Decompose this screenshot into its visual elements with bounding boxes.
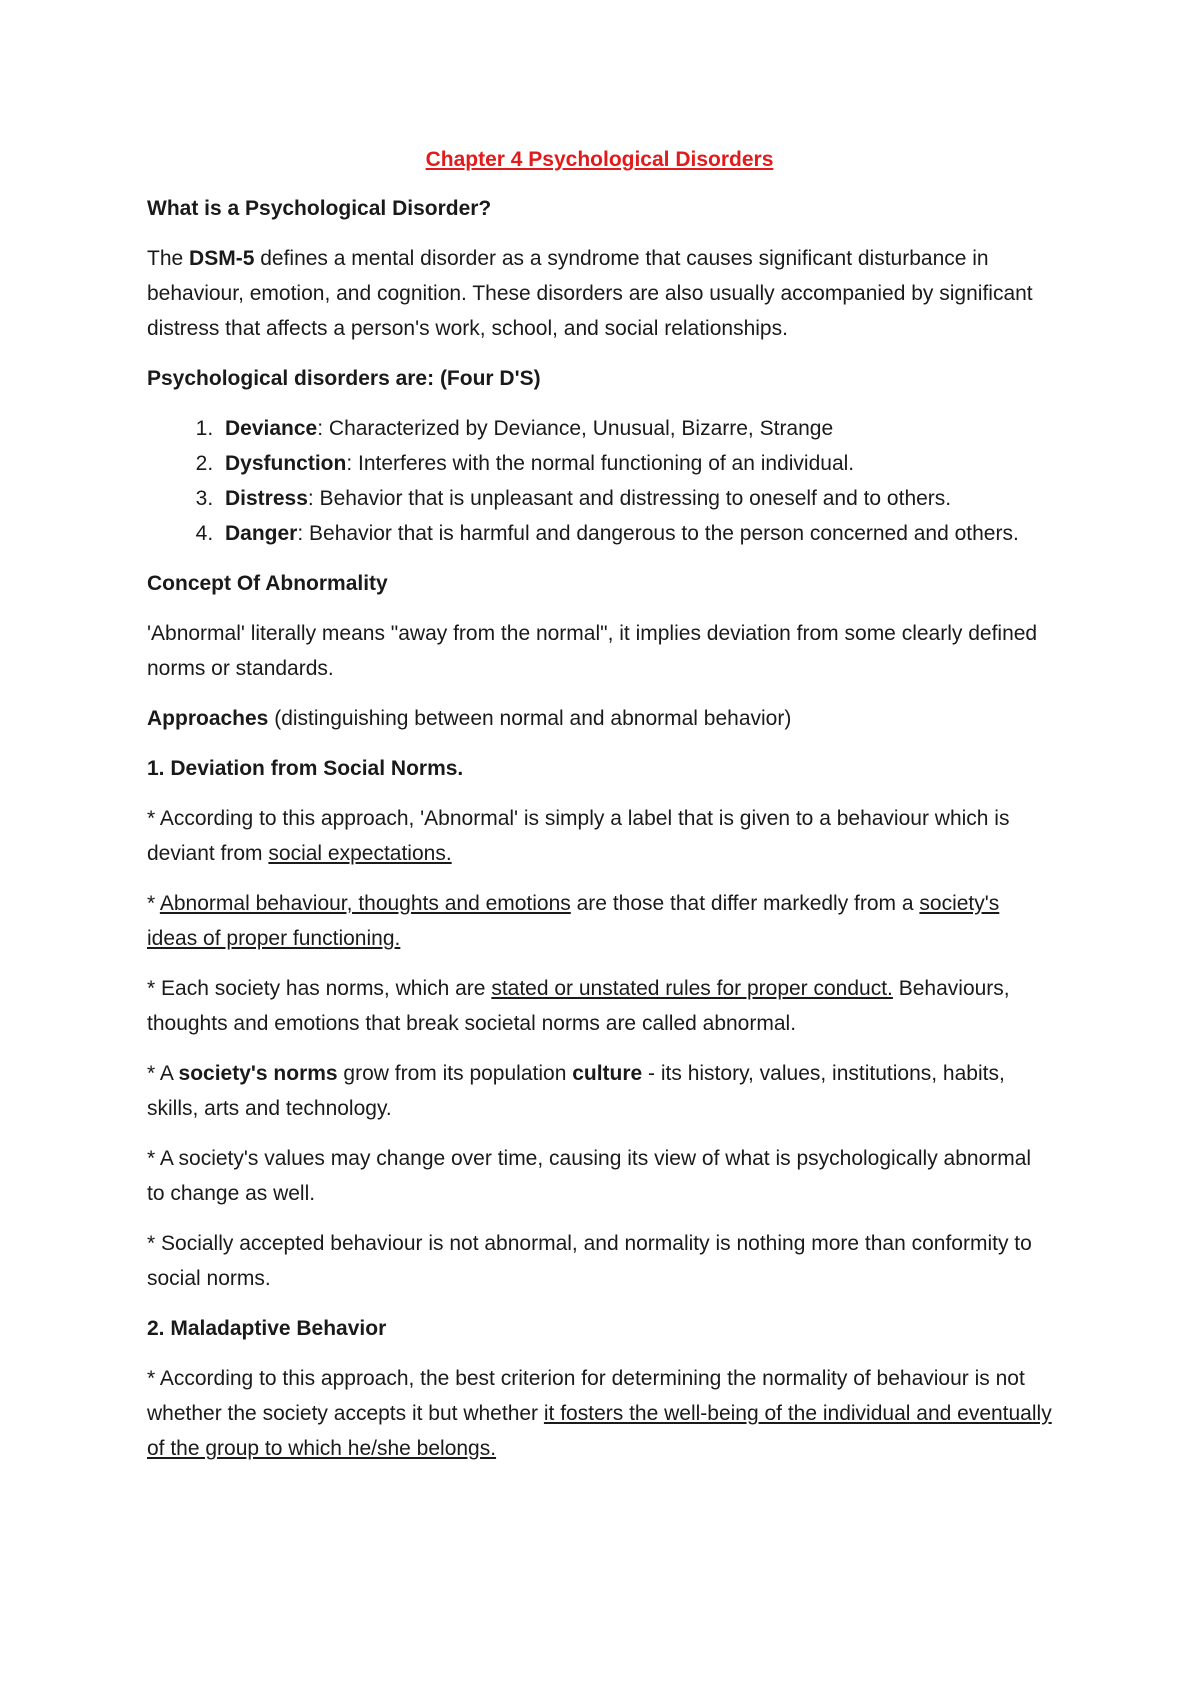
underlined-text: it fosters the well-being of the individual and eventually of the group to which he/she belongs. — [147, 1402, 1052, 1460]
approaches-paragraph — [147, 701, 1052, 736]
list-item-desc: : Behavior that is harmful and dangerous to the person concerned and others. — [297, 522, 1019, 545]
bullet-text: * A — [147, 1062, 179, 1085]
bullet-text: - its history, values, institutions, habits, skills, arts and technology. — [147, 1062, 1005, 1120]
approaches-rest: (distinguishing between normal and abnormal behavior) — [268, 707, 792, 730]
dsm-pre: The — [147, 247, 190, 270]
bullet-text: * Each society has norms, which are — [147, 977, 492, 1000]
question-heading: What is a Psychological Disorder? — [147, 197, 492, 220]
section1-heading: 1. Deviation from Social Norms. — [147, 757, 464, 780]
list-item-desc: : Behavior that is unpleasant and distressing to oneself and to others. — [307, 487, 952, 510]
list-item — [219, 446, 1052, 481]
bullet-paragraph: * A society's values may change over time, causing its view of what is psychologically abnormal to change as well. — [147, 1147, 1032, 1205]
underlined-text: society's ideas of proper functioning. — [147, 892, 1000, 950]
dsm-term: DSM-5 — [189, 247, 255, 270]
bullet-text: * — [147, 892, 160, 915]
bullet-text: Behaviours, thoughts and emotions that break societal norms are called abnormal. — [147, 977, 1010, 1035]
list-item-term: Dysfunction — [225, 452, 347, 475]
list-item-desc: : Characterized by Deviance, Unusual, Bizarre, Strange — [317, 417, 834, 440]
dsm-paragraph — [147, 241, 1052, 346]
chapter-title: Chapter 4 Psychological Disorders — [425, 148, 774, 171]
list-item — [219, 516, 1052, 551]
bullet-text: are those that differ markedly from a — [570, 892, 920, 915]
bullet-paragraph — [147, 1361, 1052, 1466]
list-item-desc: : Interferes with the normal functioning of an individual. — [346, 452, 855, 475]
concept-heading: Concept Of Abnormality — [147, 572, 388, 595]
bullet-text: * According to this approach, the best criterion for determining the normality of behaviour is not whether the society accepts it but whether — [147, 1367, 1025, 1425]
dsm-post: defines a mental disorder as a syndrome that causes significant disturbance in behaviour, emotion, and cognition. These disorders are also usually accompanied by significant distress that affects a person's work, school, and social relationships. — [147, 247, 1033, 340]
underlined-text: social expectations. — [268, 842, 452, 865]
approaches-term: Approaches — [147, 707, 269, 730]
document-body — [147, 142, 1052, 1481]
bullet-text: * According to this approach, 'Abnormal' is simply a label that is given to a behaviour which is deviant from — [147, 807, 1010, 865]
list-item-term: Danger — [225, 522, 298, 545]
bullet-paragraph — [147, 1056, 1052, 1126]
list-item-term: Deviance — [225, 417, 318, 440]
bullet-paragraph — [147, 886, 1052, 956]
list-item — [219, 481, 1052, 516]
bold-text: culture — [572, 1062, 643, 1085]
list-item-term: Distress — [225, 487, 308, 510]
underlined-text: stated or unstated rules for proper conduct. — [491, 977, 893, 1000]
list-item — [219, 411, 1052, 446]
bullet-paragraph — [147, 801, 1052, 871]
section2-heading: 2. Maladaptive Behavior — [147, 1317, 387, 1340]
bullet-paragraph — [147, 971, 1052, 1041]
four-ds-heading: Psychological disorders are: (Four D'S) — [147, 367, 541, 390]
bullet-paragraph: * Socially accepted behaviour is not abnormal, and normality is nothing more than conformity to social norms. — [147, 1232, 1032, 1290]
concept-paragraph: 'Abnormal' literally means "away from the normal", it implies deviation from some clearly defined norms or standards. — [147, 622, 1038, 680]
bold-text: society's norms — [178, 1062, 338, 1085]
underlined-text: Abnormal behaviour, thoughts and emotions — [159, 892, 571, 915]
bullet-text: grow from its population — [337, 1062, 573, 1085]
four-ds-list — [147, 411, 1052, 551]
